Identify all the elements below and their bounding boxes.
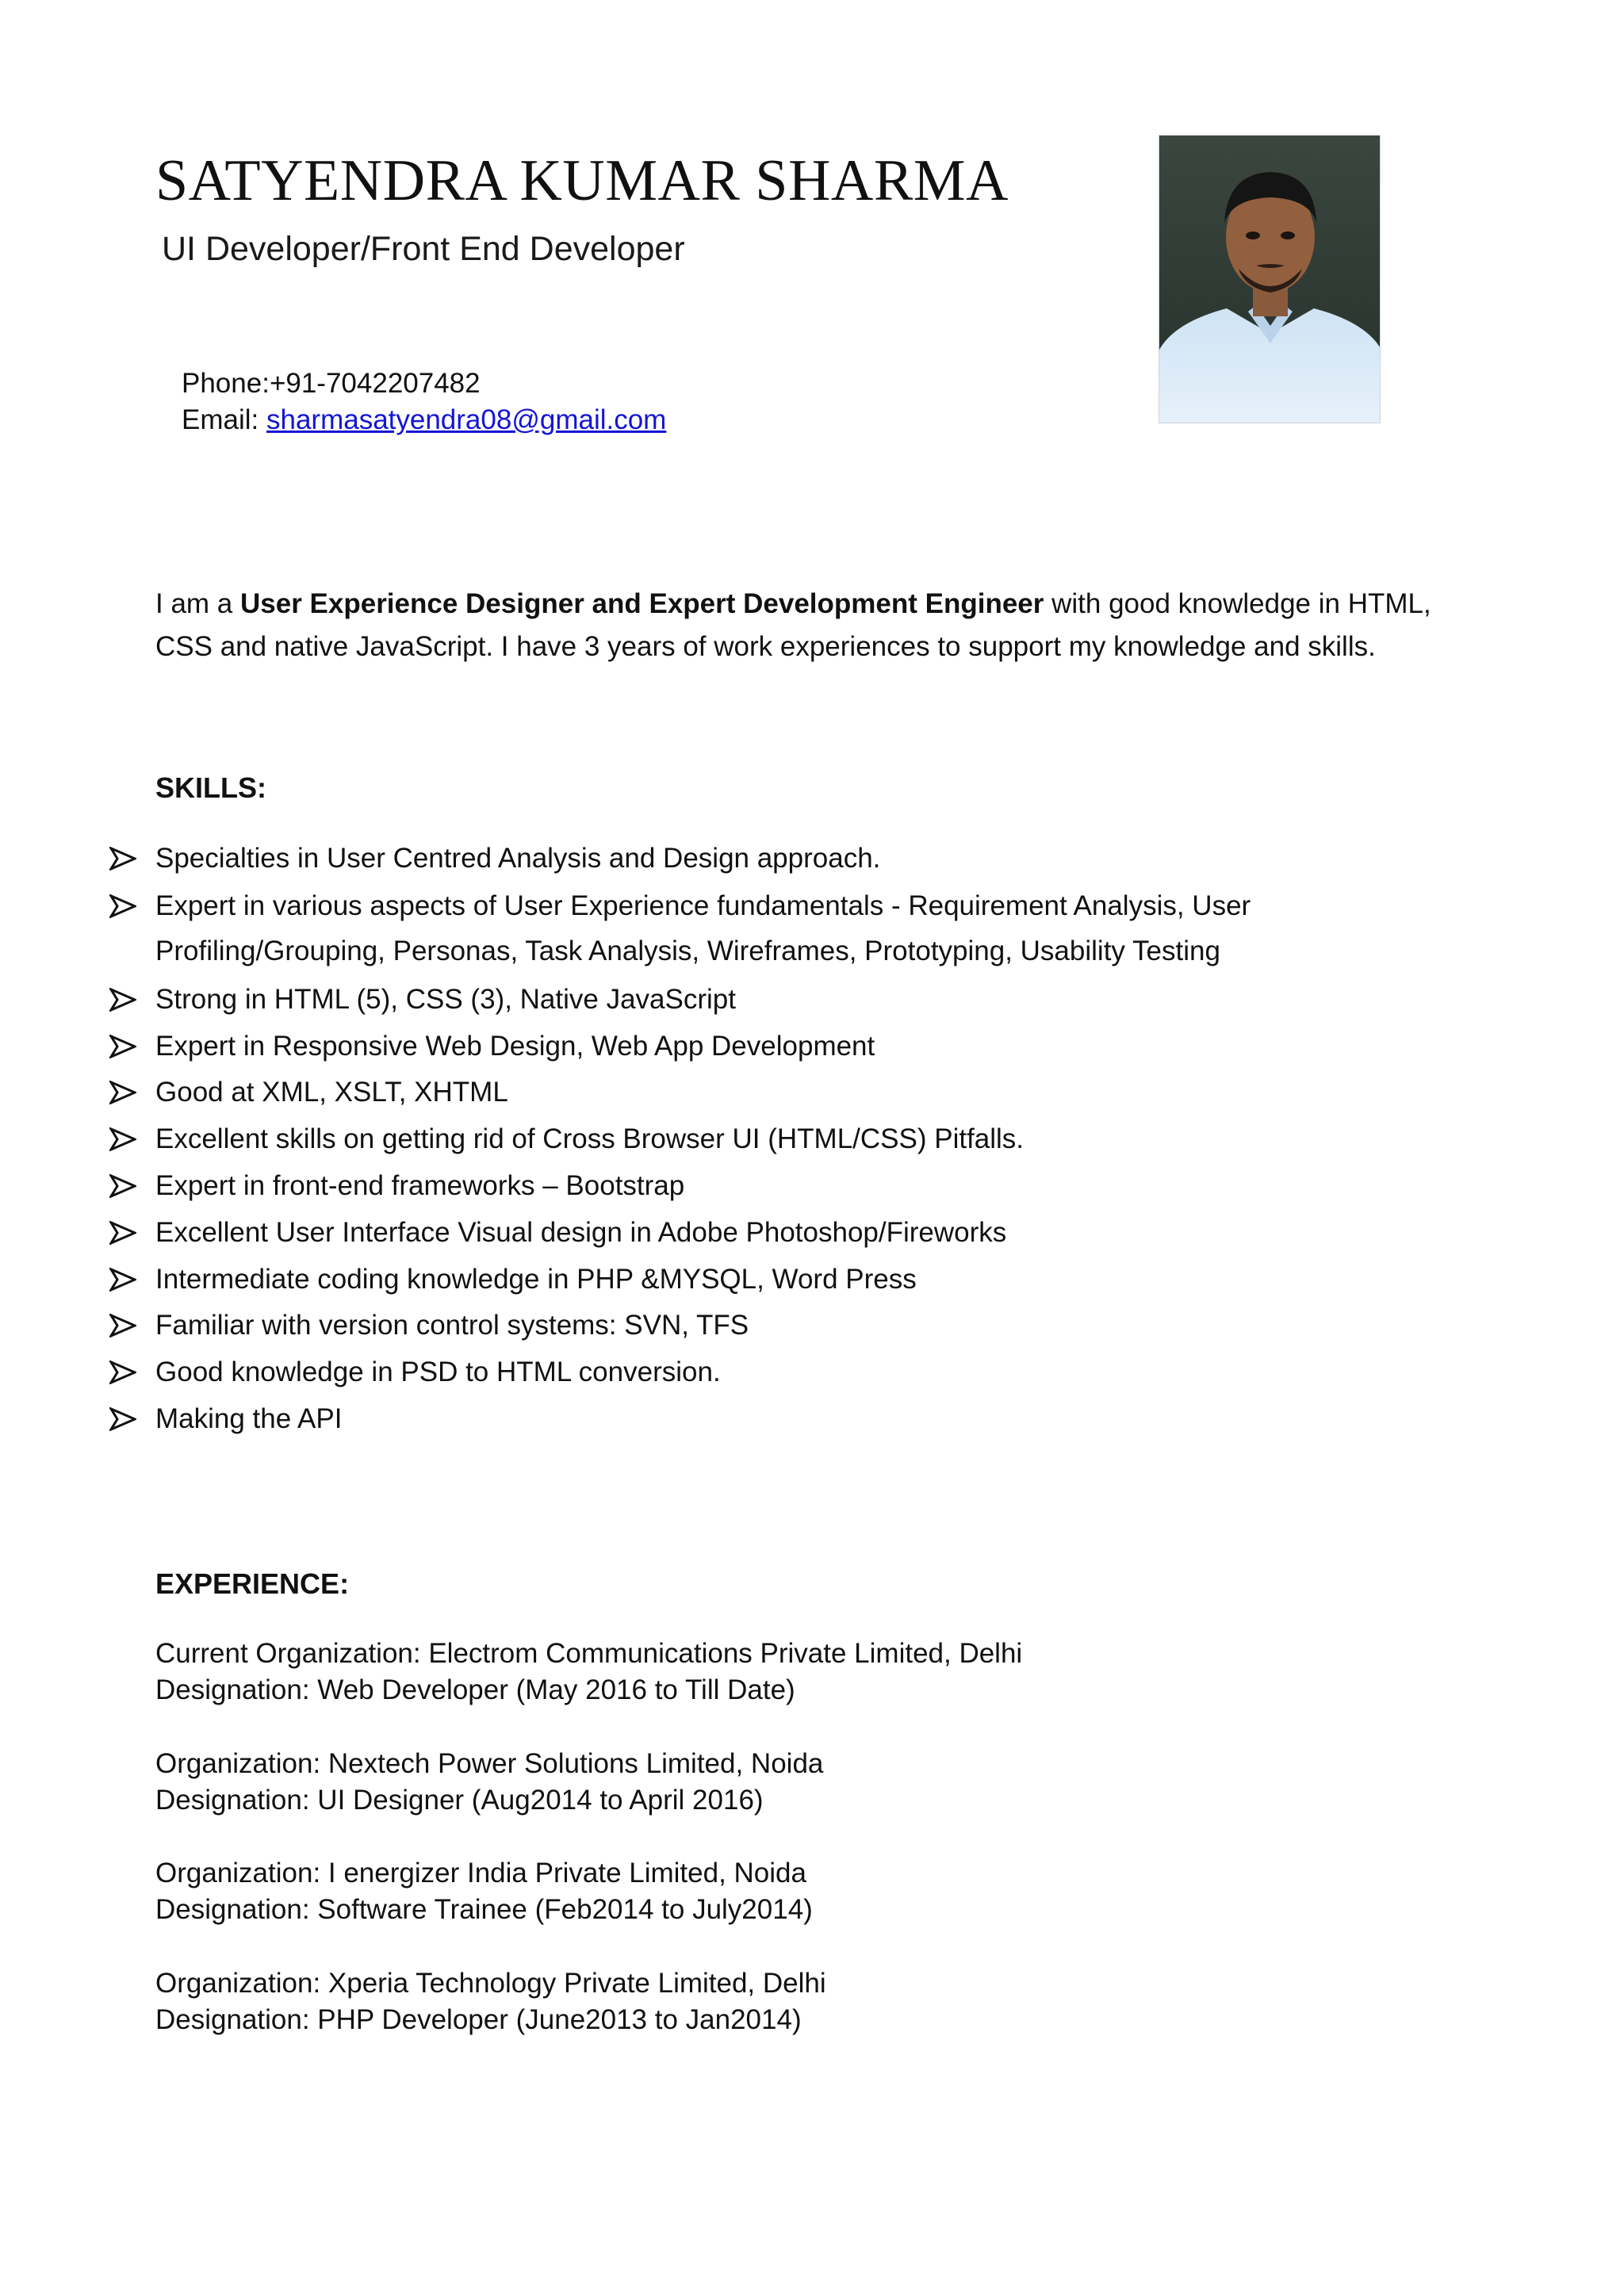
phone-label: Phone: <box>182 368 270 399</box>
skill-item-2-continued: Profiling/Grouping, Personas, Task Analysis, Wireframes, Prototyping, Usability Testing <box>155 936 1220 966</box>
job-3-organization: Organization: I energizer India Private Limited, Noida <box>155 1858 806 1888</box>
job-4-designation: Designation: PHP Developer (June2013 to Jan2014) <box>155 2004 802 2035</box>
intro-prefix: I am a <box>155 588 240 619</box>
intro-suffix: with good knowledge in HTML, CSS and native JavaScript. I have 3 years of work experiences to support my knowledge and skills. <box>155 588 1431 662</box>
arrow-bullet-icon <box>109 1174 136 1198</box>
experience-heading: EXPERIENCE: <box>155 1567 350 1600</box>
arrow-bullet-icon <box>109 1127 136 1151</box>
email-label: Email: <box>182 404 259 435</box>
skill-item-8: Excellent User Interface Visual design in Adobe Photoshop/Fireworks <box>155 1217 1007 1248</box>
phone-number: +91-7042207482 <box>269 368 481 399</box>
arrow-bullet-icon <box>109 894 136 918</box>
arrow-bullet-icon <box>109 1221 136 1245</box>
arrow-bullet-icon <box>109 1081 136 1104</box>
job-4-organization: Organization: Xperia Technology Private Limited, Delhi <box>155 1968 826 1999</box>
skill-item-7: Expert in front-end frameworks – Bootstrap <box>155 1170 685 1201</box>
skill-item-2: Expert in various aspects of User Experience fundamentals - Requirement Analysis, User <box>155 890 1251 921</box>
arrow-bullet-icon <box>109 1268 136 1292</box>
job-3-designation: Designation: Software Trainee (Feb2014 to July2014) <box>155 1894 813 1925</box>
skill-item-4: Expert in Responsive Web Design, Web App Development <box>155 1031 875 1062</box>
profile-photo <box>1159 135 1381 423</box>
skill-item-11: Good knowledge in PSD to HTML conversion. <box>155 1357 721 1387</box>
job-2-designation: Designation: UI Designer (Aug2014 to April 2016) <box>155 1785 764 1816</box>
job-1-organization: Current Organization: Electrom Communications Private Limited, Delhi <box>155 1638 1023 1669</box>
profile-photo-image <box>1159 136 1381 423</box>
arrow-bullet-icon <box>109 988 136 1012</box>
email-line <box>182 402 666 438</box>
skills-heading: SKILLS: <box>155 771 266 804</box>
intro-highlight: User Experience Designer and Expert Development Engineer <box>239 588 1044 619</box>
skill-item-12: Making the API <box>155 1403 343 1434</box>
skill-item-5: Good at XML, XSLT, XHTML <box>155 1077 508 1108</box>
arrow-bullet-icon <box>109 1314 136 1337</box>
job-1-designation: Designation: Web Developer (May 2016 to Till Date) <box>155 1674 795 1705</box>
arrow-bullet-icon <box>109 1035 136 1058</box>
intro-paragraph <box>155 583 1456 668</box>
skill-item-3: Strong in HTML (5), CSS (3), Native JavaScript <box>155 984 736 1015</box>
job-title: UI Developer/Front End Developer <box>162 230 685 268</box>
phone-line <box>182 365 481 402</box>
job-2-organization: Organization: Nextech Power Solutions Limited, Noida <box>155 1748 824 1779</box>
skill-item-10: Familiar with version control systems: SVN, TFS <box>155 1310 749 1341</box>
email-link[interactable]: sharmasatyendra08@gmail.com <box>266 404 667 435</box>
skill-item-9: Intermediate coding knowledge in PHP &MYSQL, Word Press <box>155 1264 917 1295</box>
arrow-bullet-icon <box>109 847 136 871</box>
candidate-name: SATYENDRA KUMAR SHARMA <box>155 148 1009 213</box>
arrow-bullet-icon <box>109 1360 136 1384</box>
skill-item-6: Excellent skills on getting rid of Cross Browser UI (HTML/CSS) Pitfalls. <box>155 1123 1025 1154</box>
arrow-bullet-icon <box>109 1407 136 1431</box>
skill-item-1: Specialties in User Centred Analysis and Design approach. <box>155 843 881 874</box>
